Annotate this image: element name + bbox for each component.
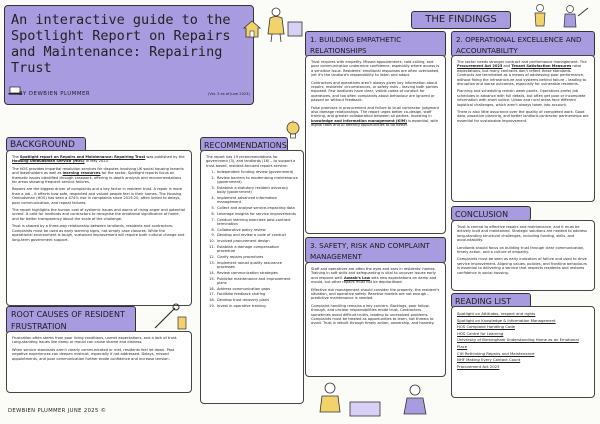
background-panel: The Spotlight report on Repairs and Maintenance: Repairing Trust was published by the Housing Ombudsman Service (HOS) in May 2023. The HOS provides impartial resolution services for disputes involving UK social housing tenants and leaseholders as well as learning resources for the sector. Spotlight reports focus on thematic issues identified through casework, offering in-depth analysis and recommendations for areas showing frequent service failures. Repairs are the biggest driver of complaints and a key factor in resident trust. A repair is more than a job – it affects how safe, respected and valued people feel in their homes. The Housing Ombudsman (HOS) has seen a 474% rise in complaints since 2019-20, often linked to delays, poor communication, and repeat failures. The report highlights the human cost of systemic issues and warns of rising anger and potential unrest. It calls for landlords and contractors to recognise the emotional significance of home, and for better transparency about the scale of the challenge. Trust is shaped by a three-way relationship between landlords, residents and contractors. Complaints must be used as early warning signs, not simply case closures. While the operational environment is tough, sustained improvement will require both cultural change and long-term government support. (6, 150, 192, 306)
finding-1-heading: 1. BUILDING EMPATHETIC RELATIONSHIPS (305, 31, 446, 57)
learning-resources-link[interactable]: learning resources (62, 171, 101, 176)
conclusion-heading: CONCLUSION (451, 206, 531, 221)
background-heading: BACKGROUND (6, 137, 86, 152)
reading-link[interactable]: NHF Making Every Contact Count (457, 357, 521, 363)
list-item: 3. Establish a statutory resident advocacy body (government) (216, 186, 298, 194)
reading-link[interactable]: Spotlight on Knowledge & Information Management (457, 317, 556, 323)
root-causes-heading: ROOT CAUSES OF RESIDENT FRUSTRATION (6, 306, 136, 334)
awaabs-law-link[interactable]: Awaab's Law (344, 275, 371, 280)
reading-link[interactable]: Procurement Act 2023 (457, 363, 500, 369)
title-block (4, 5, 254, 105)
reading-link[interactable]: Spotlight on Attitudes, respect and rights (457, 311, 536, 316)
list-item: 15. Publicise maintenance and improvement plans (216, 277, 298, 285)
recommendations-panel (200, 150, 304, 404)
findings-heading: THE FINDINGS (411, 11, 511, 29)
list-item: 7. Conduct learning exercises post-contract termination (216, 218, 298, 226)
list-item: 16. Address communication gaps (216, 287, 298, 291)
root-causes-panel: Frustration often stems from poor living conditions, unmet expectations, and a lack of trust. Long-standing issues like damp or mould can cause shame and distress. When service standards aren't clearly communicated or met, residents feel let down. Past negative experiences can deepen mistrust, especially if not addressed. Delays, missed appointments, and poor communication further erode confidence and increase tension. (6, 331, 192, 393)
list-item: 2. Review barriers to modernising maintenance (government) (216, 176, 298, 184)
reading-link[interactable]: CIH Rethinking Repairs and Maintenance (457, 350, 535, 356)
list-item: 10. Involved procurement design (216, 239, 298, 243)
finding-2-heading: 2. OPERATIONAL EXCELLENCE AND ACCOUNTABILITY (451, 31, 595, 57)
people-sitting-illustration (310, 378, 450, 422)
reading-list-panel (451, 306, 595, 398)
hos-link[interactable]: Housing Ombudsman Service (HOS) (12, 159, 85, 164)
author-byline: BY DEWBIEN PLUMMER (19, 91, 91, 97)
reading-link[interactable]: HOS Complaint Handling Code (457, 324, 515, 330)
list-item: 4. Implement advanced information management (216, 196, 298, 204)
finding-3-panel: Staff and operatives are often the eyes and ears in residents' homes. Training in soft skills and safeguarding is vital to uncover issues early and respond well. Awaab's Law sets new expectations on damp and mould, but other repairs must not be deprioritised. Effective risk management should consider the property, the resident's situation, and operative safety. Reactive models are not enough – predictive maintenance is needed. Complaint handling remains a key concern. Backlogs, poor follow-through, and unclear responsibilities erode trust. Contractors sometimes avoid difficult truths, leading to unresolved problems. Complaints must be treated as opportunities to learn, not threats to avoid. Trust is rebuilt through timely action, ownership, and honesty. (305, 262, 446, 377)
list-item: 6. Leverage insights for service improvements (216, 212, 298, 216)
conclusion-panel: Trust is central to effective repairs and maintenance, and it must be actively built and maintained. Strategic solutions are needed to address long-standing structural challenges, including funding, skills, and accountability. Landlords should focus on building trust through clear communication, timely action, and a culture of empathy. Complaints must be seen as early indicators of failure and used to drive service improvement. Aligning values, policies, and frontline behaviours is essential to delivering a service that respects residents and restores confidence in social housing. (451, 220, 595, 291)
list-item: 19. Invest in operative training (216, 304, 298, 308)
volume-note: (Vol. 3 as of June 2023) (208, 92, 250, 96)
list-item: 14. Review communication strategies (216, 271, 298, 275)
list-item: 12. Clarify repairs procedures (216, 255, 298, 259)
kim-link[interactable]: knowledge and information management (KIM) (311, 118, 407, 123)
list-item: 11. Establish a damage compensation procedure (216, 245, 298, 253)
tenant-satisfaction-link[interactable]: Tenant Satisfaction Measures (511, 64, 572, 69)
finding-1-panel: Trust requires with empathy. Missed appointments, cold-calling, and poor communication undermine confidence, especially where access is a sensitive issue. Residents' emotional responses are often overlooked, yet it's the landlord's responsibility to listen and adapt. Contractors and operatives aren't always given key information about repairs, residents' circumstances, or safety risks – leaving both parties exposed. Few landlords have clear, visible codes of conduct for operatives, and too often complaints about behaviour are ignored or passed on without feedback. False promises in procurement and failure to trust contractor judgment also damage relationships. The report urges better co-design, staff training, and greater collaboration between all parties. Investing in knowledge and information management (KIM) is essential, with digital tools and AI offering opportunities to do better. (305, 55, 446, 234)
reading-link[interactable]: HOS Centre for Learning (457, 330, 504, 336)
list-item: 8. Collaborative policy review (216, 228, 298, 232)
list-item: 18. Develop trust recovery plans (216, 298, 298, 302)
reading-link[interactable]: University of Birmingham Understanding Home as an Emotional Place (457, 337, 579, 349)
list-item: 13. Implement robust quality assurance processes (216, 261, 298, 269)
list-item: 5. Collect and analyse service-impacting data (216, 206, 298, 210)
page-title: An interactive guide to the Spotlight Report on Repairs and Maintenance: Repairing Trust (11, 12, 231, 76)
finding-3-heading: 3. SAFETY, RISK AND COMPLAINT MANAGEMENT (305, 237, 446, 263)
reading-list (457, 311, 589, 370)
list-item: 9. Develop and review a code of conduct (216, 233, 298, 237)
workers-illustration (520, 2, 595, 30)
spotlight-report-link[interactable]: Spotlight report on Repairs and Maintenance: Repairing Trust (19, 155, 146, 159)
recommendations-intro: The report has 19 recommendations for government (3), and landlords (16) – to support a trust-based, resident-focused repairs service: (206, 155, 296, 168)
finding-2-panel: The sector needs stronger contract and performance management. The Procurement Act 2023 and Tenant Satisfaction Measures raise expectations, but many contracts don't reflect these standards. Contracts are terminated as a means of addressing poor performance, without fixing the infrastructure and systems behind failure – leading to disruption and worse outcomes, especially for vulnerable residents. Planning and scheduling remain weak points. Operatives prefer job schedules in advance with full details, but often get poor or incomplete information with short notice. Urban and rural areas face different logistical challenges, which aren't always taken into account. There is also little assurance over the quality of completed work. Good data, proactive planning, and better landlord-contractor partnerships are essential for sustainable improvement. (451, 55, 595, 202)
list-item: 1. Independent funding review (government) (216, 170, 298, 174)
list-item: 17. Facilitate feedback sharing (216, 292, 298, 296)
reading-list-heading: READING LIST (451, 293, 531, 308)
resident-illustration (258, 4, 308, 44)
lightbulb-icon (285, 120, 301, 142)
tools-illustration (150, 303, 190, 333)
recommendations-heading: RECOMMENDATIONS (200, 137, 288, 152)
footer-credit: DEWBIEN PLUMMER JUNE 2025 © (8, 408, 107, 414)
procurement-act-link[interactable]: Procurement Act 2023 (457, 64, 503, 69)
recommendations-list (206, 170, 298, 308)
